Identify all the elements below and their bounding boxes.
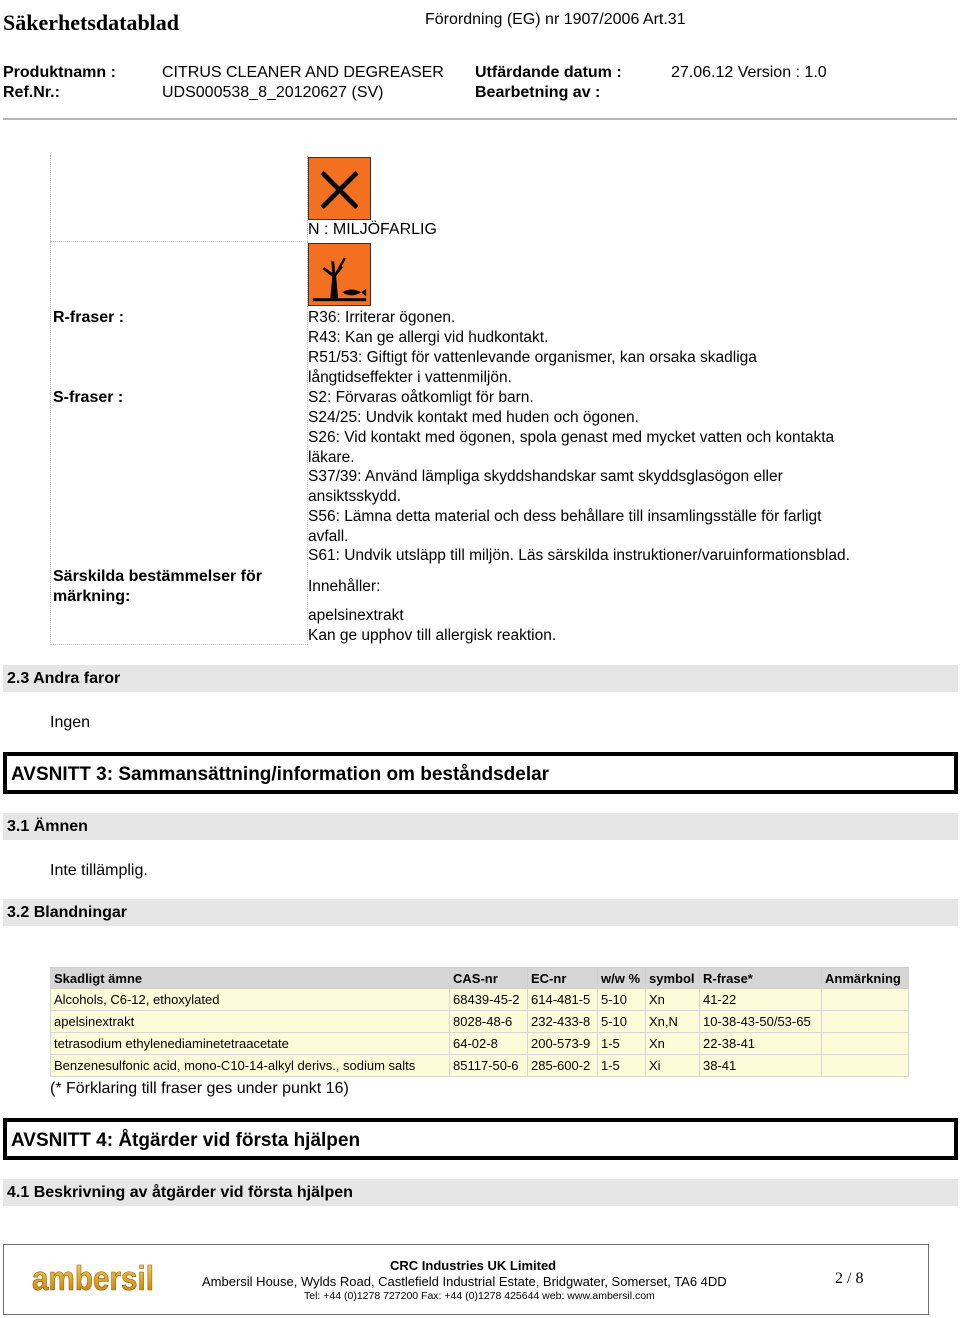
s-phrase: S61: Undvik utsläpp till miljön. Läs särskilda instruktioner/varuinformationsblad. [308,547,850,564]
special-labeling-label-cont: märkning: [53,588,131,605]
column-header: EC-nr [528,968,598,989]
table-cell: 22-38-41 [700,1033,822,1055]
section-4-title: AVSNITT 4: Åtgärder vid första hjälpen [11,1130,361,1151]
section-4-header [3,1118,958,1160]
column-header: CAS-nr [450,968,528,989]
table-cell: 8028-48-6 [450,1011,528,1033]
table-cell: apelsinextrakt [51,1011,450,1033]
svg-text:ambersil: ambersil [32,1260,154,1298]
product-name-value: CITRUS CLEANER AND DEGREASER [162,64,444,81]
table-cell: 41-22 [700,989,822,1011]
table-cell: 5-10 [598,1011,646,1033]
r-phrase: R43: Kan ge allergi vid hudkontakt. [308,329,549,346]
table-cell [822,1033,909,1055]
composition-table [50,967,909,1077]
r-phrase: R36: Irriterar ögonen. [308,309,456,326]
header-divider [3,118,957,120]
s-phrase: S24/25: Undvik kontakt med huden och ögonen. [308,409,639,426]
labeling-divider [50,241,308,242]
table-cell: Alcohols, C6-12, ethoxylated [51,989,450,1011]
ref-number-value: UDS000538_8_20120627 (SV) [162,84,384,101]
contains-label: Innehåller: [308,578,381,595]
table-cell: Xn [646,989,700,1011]
s-phrase: S37/39: Använd lämpliga skyddshandskar samt skyddsglasögon eller [308,468,783,485]
table-cell: Benzenesulfonic acid, mono-C10-14-alkyl derivs., sodium salts [51,1055,450,1077]
issue-date-label: Utfärdande datum : [475,64,622,81]
harmful-x-icon [308,157,371,220]
s-phrase: S26: Vid kontakt med ögonen, spola genast med mycket vatten och kontakta [308,429,835,446]
s-phrase: ansiktsskydd. [308,488,402,505]
product-name-label: Produktnamn : [3,64,116,81]
column-header: w/w % [598,968,646,989]
table-cell: 1-5 [598,1055,646,1077]
table-cell: tetrasodium ethylenediaminetetraacetate [51,1033,450,1055]
s-phrase: läkare. [308,449,355,466]
s-phrase: S2: Förvaras oåtkomligt för barn. [308,389,534,406]
company-name: CRC Industries UK Limited [390,1258,557,1273]
dead-tree-fish-icon [308,243,371,306]
ambersil-logo [30,1256,156,1300]
table-cell: 38-41 [700,1055,822,1077]
table-cell: 232-433-8 [528,1011,598,1033]
special-labeling-label: Särskilda bestämmelser för [53,568,262,585]
table-header-row [51,968,909,989]
table-cell [822,1055,909,1077]
table-cell: 5-10 [598,989,646,1011]
table-cell: 85117-50-6 [450,1055,528,1077]
column-header: R-frase* [700,968,822,989]
contains-value: apelsinextrakt [308,607,404,624]
table-cell: 64-02-8 [450,1033,528,1055]
document-title: Säkerhetsdatablad [3,10,180,35]
r-phrase: långtidseffekter i vattenmiljön. [308,369,512,386]
r-phrase: R51/53: Giftigt för vattenlevande organismer, kan orsaka skadliga [308,349,757,366]
section-3-title: AVSNITT 3: Sammansättning/information om beståndsdelar [11,764,550,785]
subsection-2-3-bar [3,665,958,692]
revision-label: Bearbetning av : [475,84,601,101]
table-cell: 68439-45-2 [450,989,528,1011]
table-row [51,1011,909,1033]
other-hazards-text: Ingen [50,714,91,731]
hazard-caption: N : MILJÖFARLIG [308,221,437,238]
s-phrase: avfall. [308,528,349,545]
subsection-3-2-title: 3.2 Blandningar [7,904,128,921]
regulation-reference: Förordning (EG) nr 1907/2006 Art.31 [425,11,686,28]
table-cell: 285-600-2 [528,1055,598,1077]
subsection-3-1-bar [3,813,958,840]
table-cell: 614-481-5 [528,989,598,1011]
table-cell: 1-5 [598,1033,646,1055]
table-cell: 200-573-9 [528,1033,598,1055]
table-cell [822,1011,909,1033]
section-3-header [3,752,958,794]
table-footnote: (* Förklaring till fraser ges under punkt 16) [50,1080,349,1097]
subsection-4-1-bar [3,1179,958,1206]
table-row [51,1055,909,1077]
column-header: symbol [646,968,700,989]
table-cell: Xi [646,1055,700,1077]
r-phrases-label: R-fraser : [53,309,125,326]
s-phrase: S56: Lämna detta material och dess behållare till insamlingsställe för farligt [308,508,822,525]
subsection-3-1-title: 3.1 Ämnen [7,818,88,835]
company-address: Ambersil House, Wylds Road, Castlefield Industrial Estate, Bridgwater, Somerset, TA6 4DD [202,1274,727,1289]
s-phrases-label: S-fraser : [53,389,124,406]
table-row [51,989,909,1011]
column-header: Skadligt ämne [51,968,450,989]
table-cell [822,989,909,1011]
ref-number-label: Ref.Nr.: [3,84,60,101]
company-contact: Tel: +44 (0)1278 727200 Fax: +44 (0)1278 425644 web: www.ambersil.com [304,1290,655,1302]
allergy-note: Kan ge upphov till allergisk reaktion. [308,627,557,644]
table-cell: 10-38-43-50/53-65 [700,1011,822,1033]
table-cell: Xn,N [646,1011,700,1033]
subsection-2-3-title: 2.3 Andra faror [7,670,121,687]
subsection-3-2-bar [3,899,958,926]
issue-date-value: 27.06.12 Version : 1.0 [671,64,827,81]
column-header: Anmärkning [822,968,909,989]
substances-text: Inte tillämplig. [50,862,148,879]
table-cell: Xn [646,1033,700,1055]
page-number: 2 / 8 [835,1270,864,1287]
table-row [51,1033,909,1055]
subsection-4-1-title: 4.1 Beskrivning av åtgärder vid första hjälpen [7,1184,353,1201]
